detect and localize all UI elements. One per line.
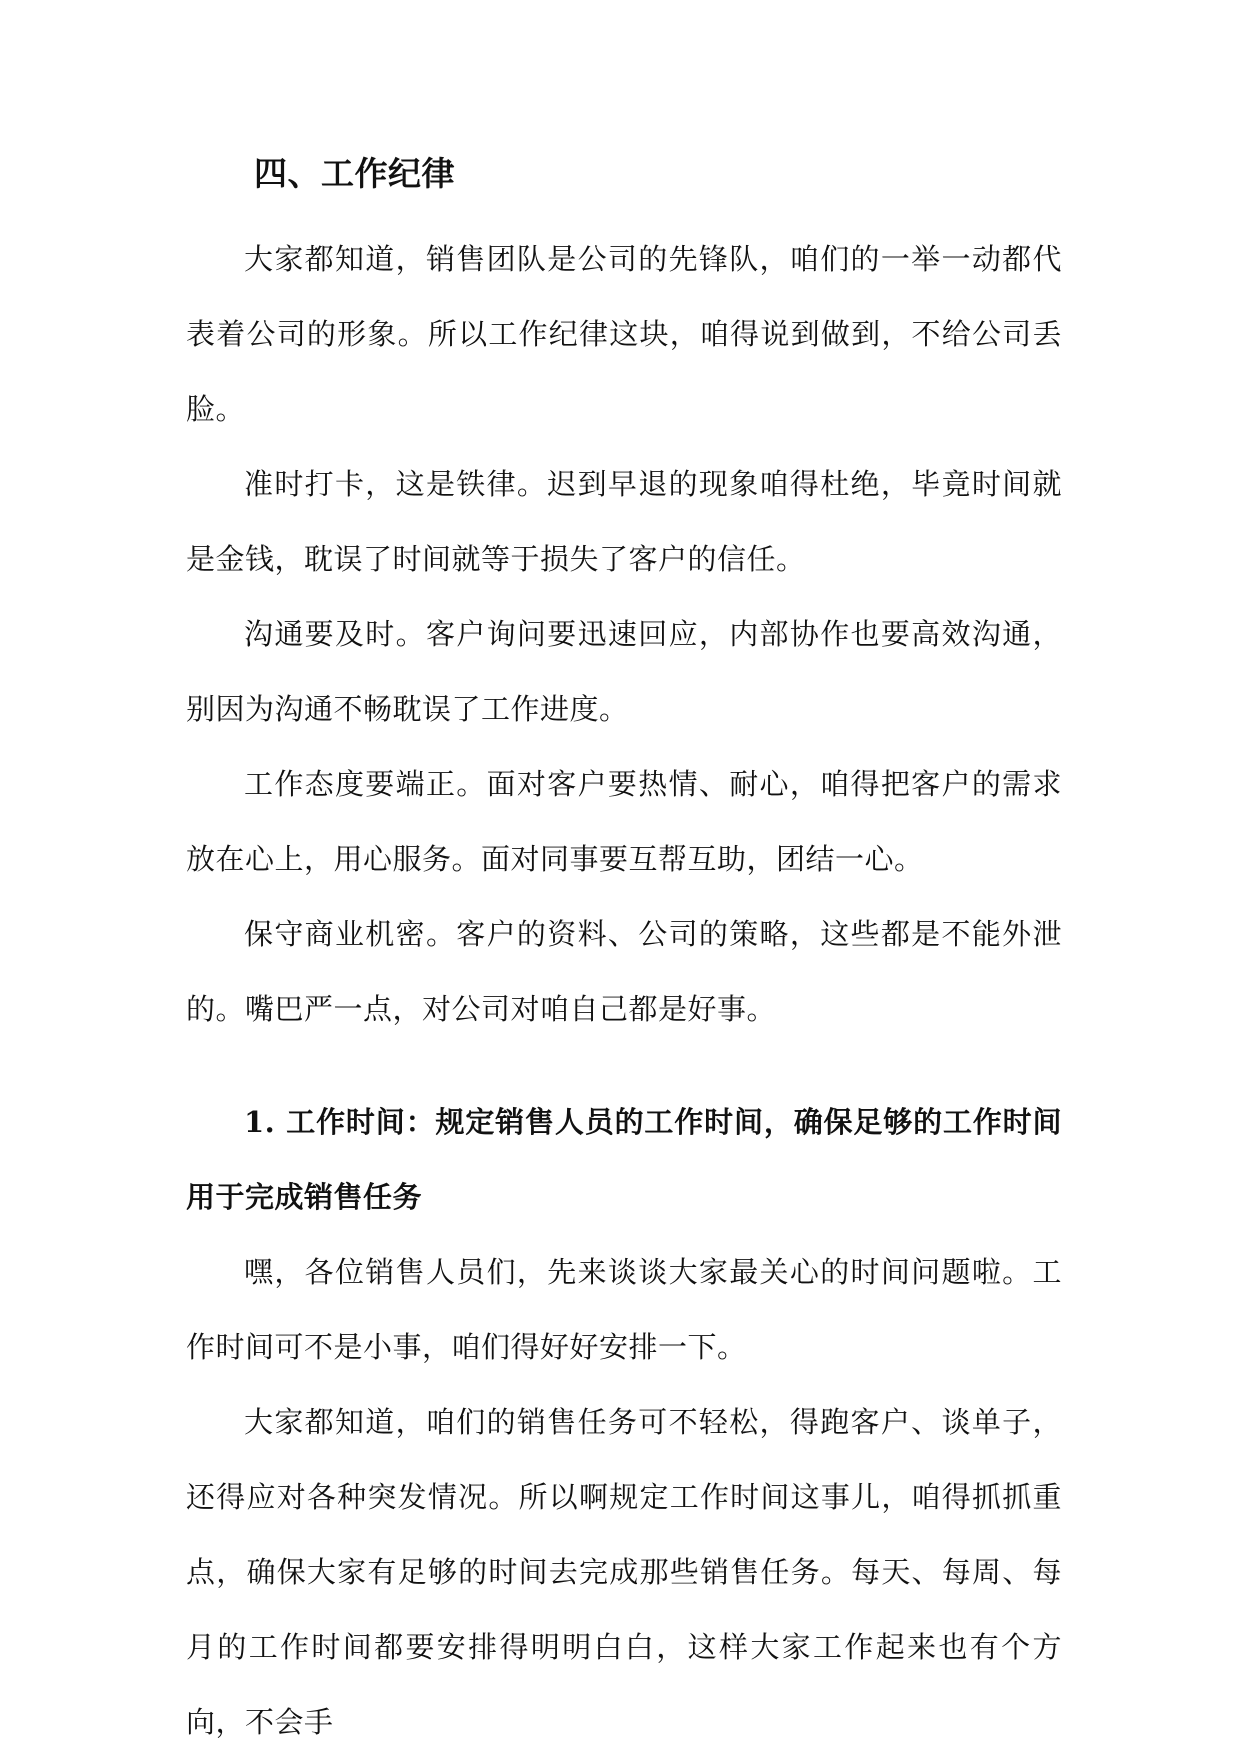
paragraph-attitude: 工作态度要端正。面对客户要热情、耐心，咱得把客户的需求放在心上，用心服务。面对同事要互帮互助，团结一心。 (186, 767, 1062, 876)
paragraph-work-time-intro: 嘿，各位销售人员们，先来谈谈大家最关心的时间问题啦。工作时间可不是小事，咱们得好好安排一下。 (186, 1255, 1062, 1364)
document-body (186, 148, 1062, 1760)
paragraph-communication: 沟通要及时。客户询问要迅速回应，内部协作也要高效沟通，别因为沟通不畅耽误了工作进度。 (186, 617, 1062, 726)
paragraph-work-time-detail: 大家都知道，咱们的销售任务可不轻松，得跑客户、谈单子，还得应对各种突发情况。所以啊规定工作时间这事儿，咱得抓抓重点，确保大家有足够的时间去完成那些销售任务。每天、每周、每月的工作时间都要安排得明明白白，这样大家工作起来也有个方向，不会手 (186, 1405, 1062, 1739)
paragraph-confidentiality: 保守商业机密。客户的资料、公司的策略，这些都是不能外泄的。嘴巴严一点，对公司对咱自己都是好事。 (186, 917, 1062, 1026)
paragraph-punctuality: 准时打卡，这是铁律。迟到早退的现象咱得杜绝，毕竟时间就是金钱，耽误了时间就等于损失了客户的信任。 (186, 467, 1062, 576)
subheading-work-time: 1. 工作时间：规定销售人员的工作时间，确保足够的工作时间用于完成销售任务 (186, 1105, 1062, 1214)
section-heading: 四、工作纪律 (254, 154, 455, 193)
spacer (186, 200, 1062, 222)
spacer (186, 1047, 1062, 1085)
paragraph-brand-image: 大家都知道，销售团队是公司的先锋队，咱们的一举一动都代表着公司的形象。所以工作纪律这块，咱得说到做到，不给公司丢脸。 (186, 242, 1062, 426)
